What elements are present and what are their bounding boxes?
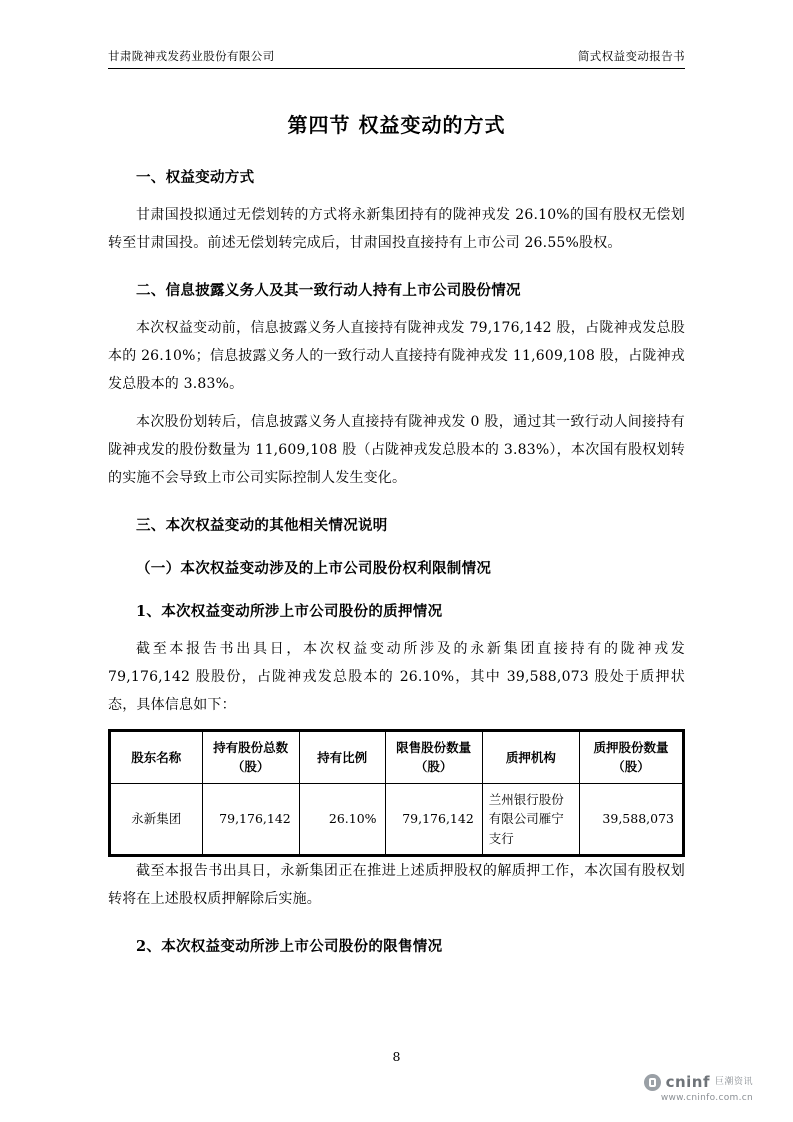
- page-header: [108, 48, 685, 69]
- table-column-total-shares: 持有股份总数（股）: [202, 732, 299, 784]
- pledge-table: [110, 731, 683, 855]
- cell-restricted-shares: 79,176,142: [385, 783, 482, 854]
- page-number: 8: [392, 1049, 401, 1064]
- logo-row: [644, 1073, 753, 1092]
- section-1-paragraph-1: 甘肃国投拟通过无偿划转的方式将永新集团持有的陇神戎发 26.10%的国有股权无偿划转至甘肃国投。前述无偿划转完成后，甘肃国投直接持有上市公司 26.55%股权。: [108, 207, 685, 252]
- section-heading-3: 三、本次权益变动的其他相关情况说明: [136, 517, 388, 535]
- cell-pledgee: 兰州银行股份有限公司雁宁支行: [482, 783, 579, 854]
- section-heading-1: 一、权益变动方式: [136, 169, 255, 187]
- pledge-table-wrapper: [108, 729, 685, 857]
- table-column-pledged-shares: 质押股份数量（股）: [580, 732, 683, 784]
- section-heading-2: 二、信息披露义务人及其一致行动人持有上市公司股份情况: [136, 282, 521, 300]
- header-company-name: 甘肃陇神戎发药业股份有限公司: [108, 49, 275, 63]
- table-row: [111, 783, 683, 854]
- section-2-paragraph-2: 本次股份划转后，信息披露义务人直接持有陇神戎发 0 股，通过其一致行动人间接持有陇神戎发的股份数量为 11,609,108 股（占陇神戎发总股本的 3.83%），本次国有股权划转的实施不会导致上市公司实际控制人发生变化。: [108, 414, 685, 487]
- header-document-type: 简式权益变动报告书: [577, 49, 685, 63]
- table-column-ratio: 持有比例: [299, 732, 385, 784]
- logo-url: www.cninfo.com.cn: [660, 1092, 753, 1103]
- logo-brand-text: cninf: [665, 1073, 710, 1091]
- cell-pledged-shares: 39,588,073: [580, 783, 683, 854]
- section-heading-3-1-1: 1、本次权益变动所涉上市公司股份的质押情况: [136, 603, 443, 621]
- logo-brand-sub: 巨潮资讯: [714, 1076, 753, 1087]
- table-column-shareholder: 股东名称: [111, 732, 203, 784]
- after-table-paragraph: 截至本报告书出具日，永新集团正在推进上述质押股权的解质押工作，本次国有股权划转将在上述股权质押解除后实施。: [108, 862, 685, 907]
- page-title: 第四节 权益变动的方式: [287, 113, 506, 138]
- pledge-paragraph: 截至本报告书出具日，本次权益变动所涉及的永新集团直接持有的陇神戎发 79,176,142 股股份，占陇神戎发总股本的 26.10%，其中 39,588,073 股处于质押状态，具体信息如下：: [108, 641, 685, 714]
- footer-logo: [644, 1073, 753, 1104]
- table-column-restricted-shares: 限售股份数量（股）: [385, 732, 482, 784]
- cell-shareholder: 永新集团: [111, 783, 203, 854]
- section-2-paragraph-1: 本次权益变动前，信息披露义务人直接持有陇神戎发 79,176,142 股，占陇神戎发总股本的 26.10%；信息披露义务人的一致行动人直接持有陇神戎发 11,609,108 股，占陇神戎发总股本的 3.83%。: [108, 320, 685, 393]
- cninfo-logo-icon: [644, 1074, 661, 1091]
- table-header-row: [111, 732, 683, 784]
- cell-ratio: 26.10%: [299, 783, 385, 854]
- table-column-pledgee: 质押机构: [482, 732, 579, 784]
- cell-total-shares: 79,176,142: [202, 783, 299, 854]
- section-heading-3-1: （一）本次权益变动涉及的上市公司股份权利限制情况: [136, 560, 492, 578]
- section-heading-3-1-2: 2、本次权益变动所涉上市公司股份的限售情况: [136, 937, 443, 955]
